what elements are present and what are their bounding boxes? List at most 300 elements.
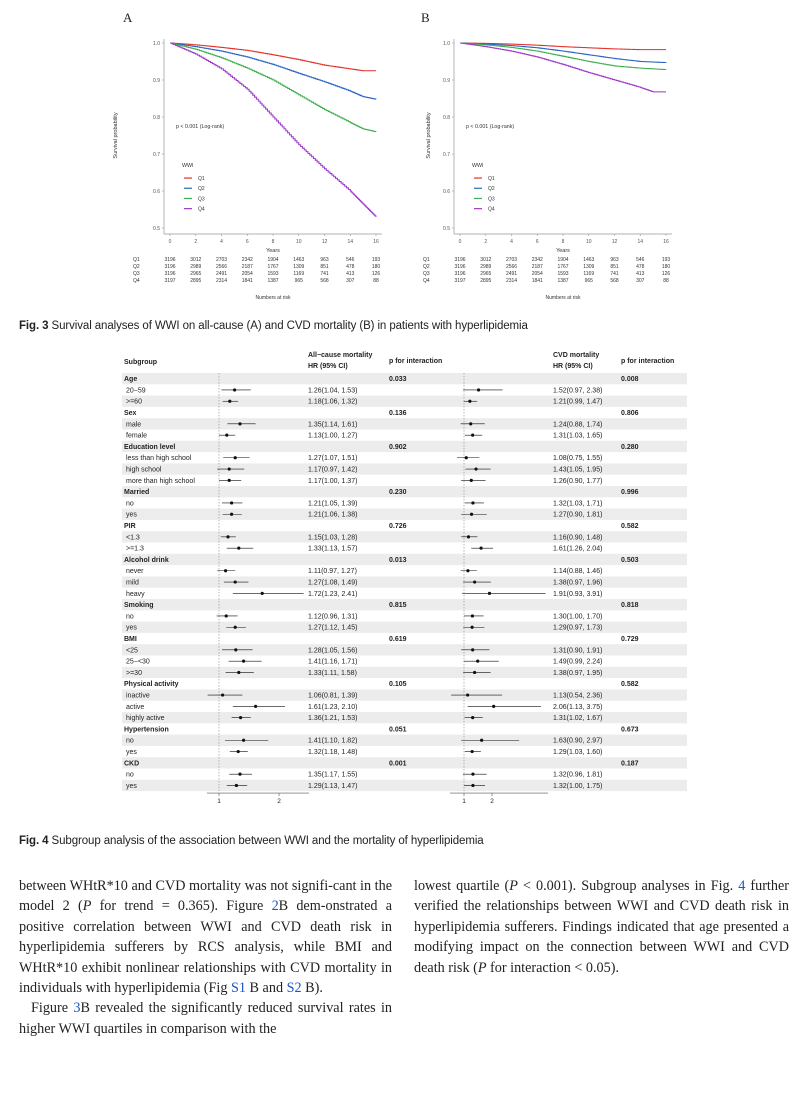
left-hr-text: 1.29(1.13, 1.47)	[308, 782, 358, 790]
right-hr-text: 1.91(0.93, 3.91)	[553, 590, 603, 598]
right-hr-point	[473, 580, 476, 583]
text-run: between WHtR*10 and CVD mortality was not signifi-cant in the model 2 (	[19, 878, 392, 915]
risk-cell: 3196	[164, 271, 176, 277]
left-hr-text: 1.28(1.05, 1.56)	[308, 647, 358, 655]
risk-cell: 1387	[267, 278, 279, 284]
subgroup-label: active	[126, 703, 145, 711]
x-tick-label: 14	[637, 239, 644, 245]
x-tick-label: 16	[373, 239, 379, 245]
risk-cell: 1841	[531, 278, 543, 284]
risk-cell: 2703	[215, 257, 228, 263]
legend-label-q2: Q2	[198, 186, 205, 193]
left-hr-point	[234, 626, 237, 629]
p-interaction-left: 0.230	[389, 489, 407, 497]
subgroup-header: Hypertension	[124, 726, 169, 734]
km-panel-a	[113, 39, 382, 301]
right-hr-point	[488, 592, 491, 595]
risk-cell: 478	[636, 264, 645, 270]
risk-cell: 2703	[505, 257, 518, 263]
risk-cell: 88	[373, 278, 379, 284]
fig4-caption	[19, 835, 484, 847]
p-interaction-left: 0.815	[389, 602, 407, 610]
right-hr-point	[469, 422, 472, 425]
right-hr-text: 1.31(0.90, 1.91)	[553, 647, 603, 655]
text-run: B revealed the significantly reduced survival rates in higher WWI quartiles in comparison with the	[19, 1000, 393, 1037]
figure-link[interactable]: 2	[271, 898, 279, 915]
body-paragraph-3	[414, 876, 789, 978]
risk-cell: 2566	[215, 264, 228, 270]
left-hr-text: 1.27(1.08, 1.49)	[308, 579, 358, 587]
left-hr-text: 1.17(1.00, 1.37)	[308, 477, 358, 485]
subgroup-label: mild	[126, 579, 139, 587]
y-axis-title: Survival probability	[426, 112, 432, 159]
risk-cell: 126	[371, 271, 381, 277]
subgroup-label: inactive	[126, 692, 150, 700]
subgroup-label: no	[126, 737, 134, 745]
x-tick-label: 6	[245, 239, 249, 245]
subgroup-label: <25	[126, 647, 138, 655]
x-tick-label: 16	[663, 239, 669, 245]
x-tick-label: 8	[271, 239, 275, 245]
p-interaction-right: 0.187	[621, 760, 639, 768]
x-tick-label: 8	[561, 239, 565, 245]
subgroup-label: never	[126, 568, 144, 576]
right-hr-text: 1.31(1.02, 1.67)	[553, 715, 603, 723]
left-hr-point	[230, 513, 233, 516]
right-hr-text: 1.27(0.90, 1.81)	[553, 511, 603, 519]
risk-group-label: Q4	[133, 278, 140, 284]
risk-cell: 1169	[583, 271, 595, 277]
text-run: Figure	[31, 1000, 74, 1017]
risk-cell: 2314	[505, 278, 518, 284]
right-hr-point	[471, 784, 474, 787]
legend-label-q4: Q4	[198, 206, 205, 213]
subgroup-label: heavy	[126, 590, 145, 598]
x-tick-label: 14	[347, 239, 354, 245]
subgroup-label: more than high school	[126, 477, 195, 485]
subgroup-header: Sex	[124, 409, 137, 417]
subgroup-label: 25−<30	[126, 658, 150, 666]
left-hr-text: 1.41(1.16, 1.71)	[308, 658, 358, 666]
fig3-caption-text: Survival analyses of WWI on all-cause (A) and CVD mortality (B) in patients with hyperlipidemia	[51, 320, 528, 332]
risk-cell: 180	[371, 264, 381, 270]
risk-cell: 126	[661, 271, 671, 277]
fig4-caption-label: Fig. 4	[19, 835, 49, 847]
body-paragraph-1	[19, 876, 392, 998]
risk-cell: 2989	[480, 264, 492, 270]
risk-group-label: Q1	[423, 257, 430, 263]
risk-group-label: Q2	[133, 264, 140, 270]
right-hr-point	[492, 705, 495, 708]
y-tick-label: 0.9	[153, 77, 160, 84]
left-hr-point	[237, 750, 240, 753]
left-hr-text: 1.21(1.06, 1.38)	[308, 511, 358, 519]
right-hr-text: 1.26(0.90, 1.77)	[553, 477, 603, 485]
legend-title: WWI	[182, 162, 194, 169]
risk-cell: 1463	[293, 257, 305, 263]
right-hr-text: 1.32(1.00, 1.75)	[553, 782, 603, 790]
risk-cell: 2054	[531, 271, 543, 277]
risk-cell: 413	[636, 271, 645, 277]
right-x-tick-label: 1	[462, 798, 466, 806]
left-hr-text: 1.18(1.06, 1.32)	[308, 398, 358, 406]
right-hr-point	[479, 547, 482, 550]
right-hr-text: 1.38(0.97, 1.95)	[553, 669, 603, 677]
subgroup-label: female	[126, 432, 148, 440]
p-interaction-left: 0.726	[389, 522, 407, 530]
x-tick-label: 10	[585, 239, 592, 245]
fig4-caption-text: Subgroup analysis of the association between WWI and the mortality of hyperlipidemia	[51, 835, 484, 847]
y-tick-label: 0.7	[153, 151, 160, 158]
left-hr-point	[224, 569, 227, 572]
right-hr-text: 1.31(1.03, 1.65)	[553, 432, 603, 440]
risk-cell: 1169	[293, 271, 305, 277]
risk-cell: 2566	[505, 264, 518, 270]
body-paragraph-2	[19, 998, 392, 1039]
left-hr-point	[235, 784, 238, 787]
right-hr-point	[471, 614, 474, 617]
risk-cell: 1593	[267, 271, 279, 277]
risk-cell: 193	[371, 257, 381, 263]
subgroup-label: male	[126, 421, 142, 429]
km-panel-b	[423, 39, 672, 301]
p-interaction-left: 0.619	[389, 635, 407, 643]
right-hr-text: 1.24(0.88, 1.74)	[553, 421, 603, 429]
left-hr-point	[225, 614, 228, 617]
risk-cell: 307	[346, 278, 355, 284]
right-hr-text: 1.38(0.97, 1.96)	[553, 579, 603, 587]
risk-cell: 851	[610, 264, 619, 270]
right-hr-text: 1.16(0.90, 1.48)	[553, 534, 603, 542]
subgroup-header: Physical activity	[124, 681, 179, 689]
left-hr-point	[230, 501, 233, 504]
right-hr-text: 1.21(0.99, 1.47)	[553, 398, 603, 406]
left-hr-point	[234, 648, 237, 651]
p-interaction-left: 0.902	[389, 443, 407, 451]
right-hr-point	[471, 501, 474, 504]
left-hr-point	[225, 434, 228, 437]
risk-cell: 1387	[557, 278, 569, 284]
logrank-pvalue: p < 0.001 (Log-rank)	[466, 124, 515, 131]
logrank-pvalue: p < 0.001 (Log-rank)	[176, 124, 225, 131]
figure-link[interactable]: 3	[73, 1000, 81, 1017]
body-column-right	[414, 876, 789, 978]
text-run: for trend = 0.365). Figure	[91, 898, 272, 915]
risk-cell: 963	[610, 257, 619, 263]
p-interaction-left: 0.136	[389, 409, 407, 417]
left-hr-point	[233, 388, 236, 391]
left-hr-point	[254, 705, 257, 708]
risk-cell: 3012	[190, 257, 202, 263]
p-interaction-right: 0.280	[621, 443, 639, 451]
left-hr-text: 1.27(1.12, 1.45)	[308, 624, 358, 632]
y-tick-label: 0.6	[443, 188, 450, 195]
subgroup-header: Education level	[124, 443, 176, 451]
risk-cell: 2895	[480, 278, 492, 284]
right-hr-point	[471, 648, 474, 651]
risk-cell: 1904	[557, 257, 569, 263]
risk-cell: 2895	[190, 278, 202, 284]
risk-cell: 568	[320, 278, 329, 284]
forest-header-pint-left: p for interaction	[389, 358, 443, 365]
left-hr-point	[242, 739, 245, 742]
risk-cell: 3196	[454, 264, 466, 270]
risk-cell: 568	[610, 278, 619, 284]
left-hr-text: 1.72(1.23, 2.41)	[308, 590, 358, 598]
legend-title: WWI	[472, 162, 484, 169]
right-hr-point	[470, 479, 473, 482]
risk-cell: 3012	[480, 257, 492, 263]
left-hr-point	[237, 547, 240, 550]
left-hr-point	[228, 467, 231, 470]
right-hr-text: 1.43(1.05, 1.95)	[553, 466, 603, 474]
forest-header-left-sub: HR (95% CI)	[308, 363, 348, 370]
left-hr-text: 1.12(0.96, 1.31)	[308, 613, 358, 621]
right-hr-point	[471, 626, 474, 629]
subgroup-label: yes	[126, 624, 137, 632]
p-interaction-left: 0.033	[389, 376, 407, 384]
y-axis-title: Survival probability	[113, 112, 119, 159]
italic-symbol: P	[82, 898, 92, 915]
risk-cell: 2054	[241, 271, 253, 277]
subgroup-label: yes	[126, 782, 137, 790]
text-run: < 0.001). Subgroup analyses in Fig.	[517, 878, 739, 894]
risk-cell: 1309	[293, 264, 305, 270]
subgroup-label: >=30	[126, 669, 142, 677]
right-hr-text: 1.52(0.97, 2.38)	[553, 387, 603, 395]
p-interaction-right: 0.582	[621, 522, 639, 530]
subgroup-header: PIR	[124, 522, 136, 530]
right-hr-text: 1.61(1.26, 2.04)	[553, 545, 603, 553]
right-hr-text: 1.13(0.54, 2.36)	[553, 692, 603, 700]
subgroup-header: Alcohol drink	[124, 556, 169, 564]
left-hr-point	[239, 716, 242, 719]
right-hr-point	[466, 693, 469, 696]
risk-cell: 2187	[531, 264, 543, 270]
right-hr-point	[471, 773, 474, 776]
x-tick-label: 0	[458, 239, 462, 245]
left-hr-text: 1.32(1.18, 1.48)	[308, 748, 358, 756]
p-interaction-right: 0.582	[621, 681, 639, 689]
subgroup-label: high school	[126, 466, 162, 474]
left-hr-text: 1.17(0.97, 1.42)	[308, 466, 358, 474]
subgroup-label: no	[126, 613, 134, 621]
right-hr-point	[471, 716, 474, 719]
y-tick-label: 1.0	[443, 40, 450, 47]
right-hr-point	[473, 671, 476, 674]
risk-cell: 1841	[241, 278, 253, 284]
risk-cell: 3196	[164, 264, 176, 270]
risk-cell: 1904	[267, 257, 279, 263]
x-tick-label: 10	[295, 239, 302, 245]
forest-header-pint-right: p for interaction	[621, 358, 675, 365]
x-axis-title: Years	[266, 248, 280, 254]
subgroup-label: >=60	[126, 398, 142, 406]
left-hr-point	[242, 660, 245, 663]
risk-cell: 741	[610, 271, 619, 277]
right-hr-text: 1.49(0.99, 2.24)	[553, 658, 603, 666]
left-hr-text: 1.13(1.00, 1.27)	[308, 432, 358, 440]
right-hr-text: 1.29(0.97, 1.73)	[553, 624, 603, 632]
risk-cell: 307	[636, 278, 645, 284]
x-axis-title: Years	[556, 248, 570, 254]
text-run: further verified the relationships between WWI and CVD death risk in hyperlipidemia sufferers. Findings indicated that age presented a modifying impact on the connection between WWI and CVD death risk (	[414, 878, 789, 976]
risk-table-title: Numbers at risk	[255, 295, 291, 301]
figure-link[interactable]: S2	[286, 980, 302, 997]
survival-curves-figure	[0, 0, 799, 315]
risk-cell: 546	[636, 257, 645, 263]
legend-label-q2: Q2	[488, 186, 495, 193]
left-hr-point	[226, 535, 229, 538]
right-hr-point	[480, 739, 483, 742]
risk-cell: 1767	[267, 264, 279, 270]
y-tick-label: 1.0	[153, 40, 160, 47]
right-hr-text: 1.30(1.00, 1.70)	[553, 613, 603, 621]
risk-cell: 965	[584, 278, 593, 284]
body-column-left	[19, 876, 392, 1039]
panel-b-letter: B	[421, 10, 430, 25]
subgroup-header: CKD	[124, 760, 140, 768]
p-interaction-right: 0.996	[621, 489, 639, 497]
p-interaction-left: 0.001	[389, 760, 407, 768]
risk-cell: 2965	[190, 271, 202, 277]
subgroup-label: 20−59	[126, 387, 146, 395]
forest-header-subgroup: Subgroup	[124, 359, 158, 366]
p-interaction-right: 0.818	[621, 602, 639, 610]
legend-label-q4: Q4	[488, 206, 495, 213]
text-run: lowest quartile (	[414, 878, 510, 894]
risk-cell: 478	[346, 264, 355, 270]
left-x-tick-label: 2	[277, 798, 281, 806]
risk-group-label: Q3	[133, 271, 140, 277]
fig3-caption	[19, 320, 528, 332]
left-hr-text: 1.35(1.14, 1.61)	[308, 421, 358, 429]
x-tick-label: 12	[321, 239, 328, 245]
risk-cell: 3196	[164, 257, 176, 263]
left-x-tick-label: 1	[217, 798, 221, 806]
left-hr-text: 1.06(0.81, 1.39)	[308, 692, 358, 700]
risk-cell: 2491	[215, 271, 228, 277]
left-hr-point	[261, 592, 264, 595]
legend-label-q3: Q3	[198, 196, 205, 203]
legend-label-q1: Q1	[198, 175, 205, 182]
left-hr-text: 1.35(1.17, 1.55)	[308, 771, 358, 779]
risk-cell: 2187	[241, 264, 253, 270]
risk-cell: 2989	[190, 264, 202, 270]
forest-header-left-title: All−cause mortality	[308, 352, 373, 359]
left-hr-text: 1.27(1.07, 1.51)	[308, 455, 358, 463]
risk-cell: 963	[320, 257, 329, 263]
risk-cell: 3197	[164, 278, 176, 284]
subgroup-header: Smoking	[124, 602, 154, 610]
fig3-caption-label: Fig. 3	[19, 320, 49, 332]
right-hr-text: 1.32(0.96, 1.81)	[553, 771, 603, 779]
y-tick-label: 0.9	[443, 77, 450, 84]
subgroup-label: less than high school	[126, 455, 192, 463]
subgroup-forest-plot	[112, 346, 692, 826]
y-tick-label: 0.7	[443, 151, 450, 158]
left-hr-text: 1.61(1.23, 2.10)	[308, 703, 358, 711]
p-interaction-right: 0.806	[621, 409, 639, 417]
right-hr-text: 1.63(0.90, 2.97)	[553, 737, 603, 745]
forest-header-right-title: CVD mortality	[553, 352, 600, 359]
right-hr-point	[466, 569, 469, 572]
risk-cell: 1593	[557, 271, 569, 277]
panel-a-letter: A	[123, 10, 133, 25]
right-hr-point	[470, 513, 473, 516]
p-interaction-right: 0.729	[621, 635, 639, 643]
p-interaction-left: 0.051	[389, 726, 407, 734]
legend-label-q3: Q3	[488, 196, 495, 203]
risk-cell: 1767	[557, 264, 569, 270]
right-x-tick-label: 2	[490, 798, 494, 806]
right-hr-text: 1.08(0.75, 1.55)	[553, 455, 603, 463]
right-hr-text: 2.06(1.13, 3.75)	[553, 703, 603, 711]
risk-table-title: Numbers at risk	[545, 295, 581, 301]
risk-cell: 546	[346, 257, 355, 263]
left-hr-point	[238, 422, 241, 425]
subgroup-label: >=1.3	[126, 545, 144, 553]
p-interaction-right: 0.503	[621, 556, 639, 564]
risk-group-label: Q2	[423, 264, 430, 270]
text-run: B and	[246, 980, 287, 997]
left-hr-point	[228, 479, 231, 482]
p-interaction-right: 0.008	[621, 376, 639, 384]
right-hr-point	[477, 388, 480, 391]
subgroup-label: yes	[126, 511, 137, 519]
x-tick-label: 4	[510, 239, 513, 245]
figure-link[interactable]: 4	[738, 878, 746, 894]
subgroup-label: no	[126, 500, 134, 508]
p-interaction-left: 0.105	[389, 681, 407, 689]
figure-link[interactable]: S1	[231, 980, 246, 997]
text-run: B dem-onstrated a positive correlation between WWI and CVD death risk in hyperlipidemia sufferers by RCS analysis, while BMI and WHtR*10 exhibit nonlinear relationships with CVD mortality in individuals with hyperlipidemia (Fig	[19, 898, 392, 997]
left-hr-text: 1.21(1.05, 1.39)	[308, 500, 358, 508]
left-hr-point	[234, 456, 237, 459]
subgroup-header: BMI	[124, 635, 137, 643]
subgroup-header: Married	[124, 489, 150, 497]
subgroup-label: no	[126, 771, 134, 779]
x-tick-label: 6	[535, 239, 539, 245]
risk-group-label: Q3	[423, 271, 430, 277]
right-hr-point	[474, 467, 477, 470]
subgroup-header: Age	[124, 376, 138, 384]
left-hr-text: 1.33(1.13, 1.57)	[308, 545, 358, 553]
y-tick-label: 0.5	[443, 225, 450, 232]
left-hr-point	[237, 671, 240, 674]
p-interaction-left: 0.013	[389, 556, 407, 564]
risk-cell: 193	[661, 257, 671, 263]
risk-cell: 3196	[454, 271, 466, 277]
risk-cell: 2491	[505, 271, 518, 277]
right-hr-text: 1.32(1.03, 1.71)	[553, 500, 603, 508]
risk-cell: 2965	[480, 271, 492, 277]
risk-cell: 741	[320, 271, 329, 277]
x-tick-label: 12	[611, 239, 618, 245]
y-tick-label: 0.5	[153, 225, 160, 232]
risk-cell: 2342	[241, 257, 253, 263]
x-tick-label: 4	[220, 239, 223, 245]
risk-cell: 965	[294, 278, 303, 284]
subgroup-label: highly active	[126, 715, 165, 723]
risk-cell: 2342	[531, 257, 543, 263]
subgroup-label: <1.3	[126, 534, 140, 542]
y-tick-label: 0.8	[443, 114, 450, 121]
right-hr-point	[465, 456, 468, 459]
left-hr-point	[234, 580, 237, 583]
forest-header-right-sub: HR (95% CI)	[553, 363, 593, 370]
risk-group-label: Q1	[133, 257, 140, 263]
